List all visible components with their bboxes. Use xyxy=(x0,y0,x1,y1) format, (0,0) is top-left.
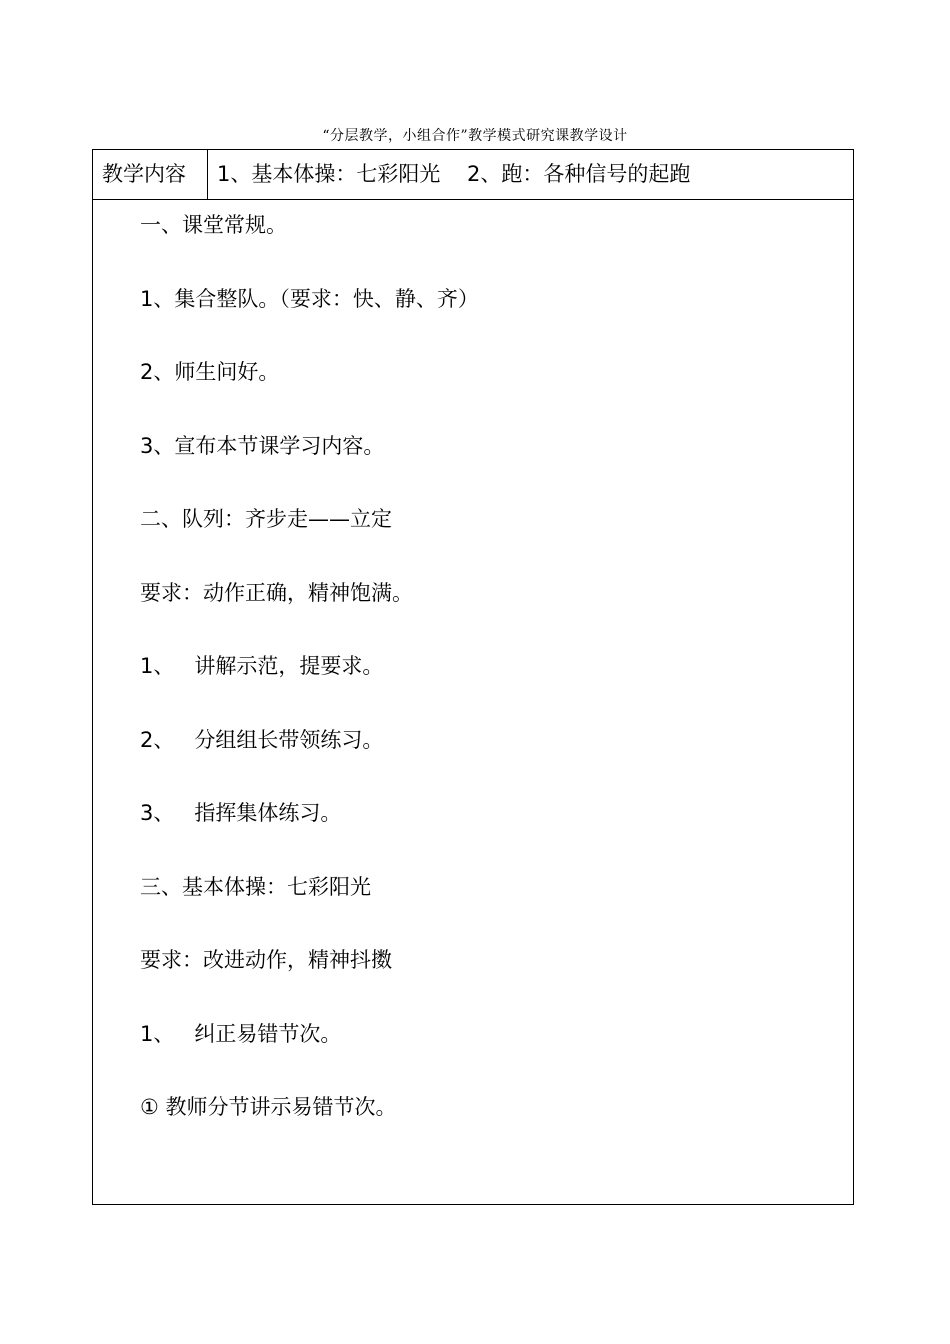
lesson-table xyxy=(92,149,854,1205)
content-line: 要求：动作正确，精神饱满。 xyxy=(140,580,413,605)
content-line: 1、 纠正易错节次。 xyxy=(140,1021,342,1046)
content-line: 2、师生问好。 xyxy=(140,360,280,384)
content-line: 3、 指挥集体练习。 xyxy=(140,801,342,825)
content-line: 2、 分组组长带领练习。 xyxy=(140,727,384,752)
table-row-content-topic xyxy=(93,150,853,200)
content-line: ① 教师分节讲示易错节次。 xyxy=(140,1095,397,1119)
table-cell-value: 1、基本体操：七彩阳光 2、跑：各种信号的起跑 xyxy=(217,162,691,186)
content-line: 1、集合整队。（要求：快、静、齐） xyxy=(140,286,479,311)
content-line: 1、 讲解示范，提要求。 xyxy=(140,654,384,678)
content-line: 一、课堂常规。 xyxy=(140,213,287,237)
content-line: 三、基本体操：七彩阳光 xyxy=(140,874,371,899)
lesson-content xyxy=(140,210,830,1166)
table-cell-label: 教学内容 xyxy=(93,150,208,199)
content-line: 要求：改进动作，精神抖擞 xyxy=(140,948,392,972)
document-header: “分层教学，小组合作”教学模式研究课教学设计 xyxy=(322,128,628,144)
content-line: 3、宣布本节课学习内容。 xyxy=(140,433,385,458)
content-line: 二、队列：齐步走——立定 xyxy=(140,507,392,531)
